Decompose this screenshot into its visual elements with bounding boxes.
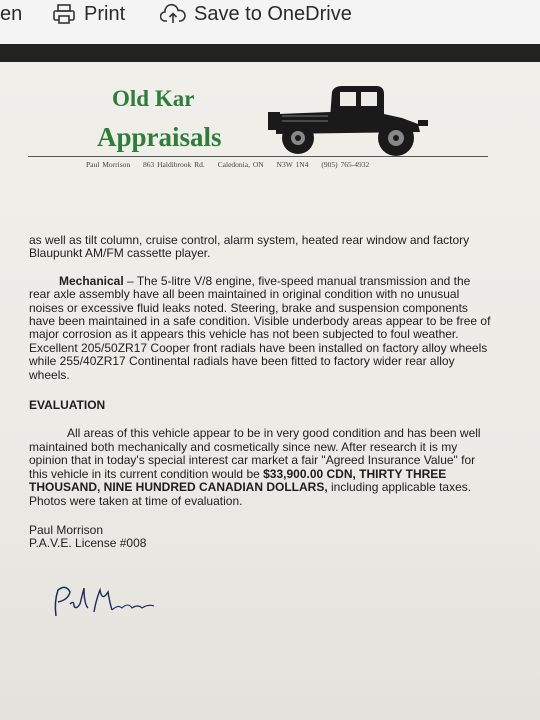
- letterhead-address: [86, 160, 379, 169]
- cloud-upload-icon: [160, 3, 186, 25]
- evaluation-tail: including applicable taxes. Photos were taken at time of evaluation.: [29, 480, 472, 508]
- mechanical-text: – The 5-litre V/8 engine, five-speed manual transmission and the rear axle assembly have all been maintained in original condition with no unusual noises or excessive fluid leaks noted. Steering, brake and suspension components have been maintained in a safe condition. Visible underbody areas appear to be free of major corrosion as it appears this vehicle has not been subjected to foul weather. Excellent 205/50ZR17 Cooper front radials have been installed on factory alloy wheels while 255/40ZR17 Continental radials have been fitted to factory wider rear alloy wheels.: [29, 273, 491, 382]
- mechanical-paragraph: [29, 275, 491, 382]
- hot-rod-car-logo: [268, 80, 438, 160]
- mechanical-label: Mechanical: [59, 273, 124, 288]
- brand-name-line2: Appraisals: [97, 122, 222, 152]
- signoff-license: P.A.V.E. License #008: [29, 536, 147, 551]
- dark-separator-bar: [0, 44, 540, 62]
- open-menu-button[interactable]: [0, 0, 22, 28]
- print-button[interactable]: [52, 0, 125, 28]
- letter-body: [29, 234, 491, 551]
- print-label: Print: [84, 2, 126, 25]
- save-to-onedrive-button[interactable]: [160, 0, 352, 28]
- letterhead-rule: [28, 156, 488, 157]
- letterhead-phone: (905) 765-4932: [321, 160, 370, 169]
- handwritten-signature: [50, 582, 160, 622]
- evaluation-text: All areas of this vehicle appear to be in very good condition and has been well maintained both mechanically and cosmetically since new. After research it is my opinion that in today's special interest car market a fair "Agreed Insurance Value" for this vehicle in its current condition would be: [29, 426, 481, 481]
- open-menu-label: en: [0, 2, 23, 25]
- letterhead-city: Caledonia, ON: [217, 160, 264, 169]
- letterhead-street: 863 Haldibrook Rd.: [143, 160, 205, 169]
- browser-toolbar: [0, 0, 540, 44]
- brand-name-line1: Old Kar: [112, 86, 195, 111]
- letterhead-postal: N3W 1N4: [276, 160, 309, 169]
- letterhead-name: Paul Morrison: [86, 160, 131, 169]
- save-label: Save to OneDrive: [194, 2, 352, 25]
- evaluation-value: $33,900.00 CDN, THIRTY THREE THOUSAND, NINE HUNDRED CANADIAN DOLLARS,: [29, 466, 447, 495]
- evaluation-heading: EVALUATION: [29, 398, 106, 413]
- printer-icon: [52, 3, 76, 25]
- signoff-name: Paul Morrison: [29, 522, 104, 537]
- evaluation-paragraph: [29, 427, 491, 507]
- options-paragraph: as well as tilt column, cruise control, alarm system, heated rear window and factory Blaupunkt AM/FM cassette player.: [29, 233, 470, 261]
